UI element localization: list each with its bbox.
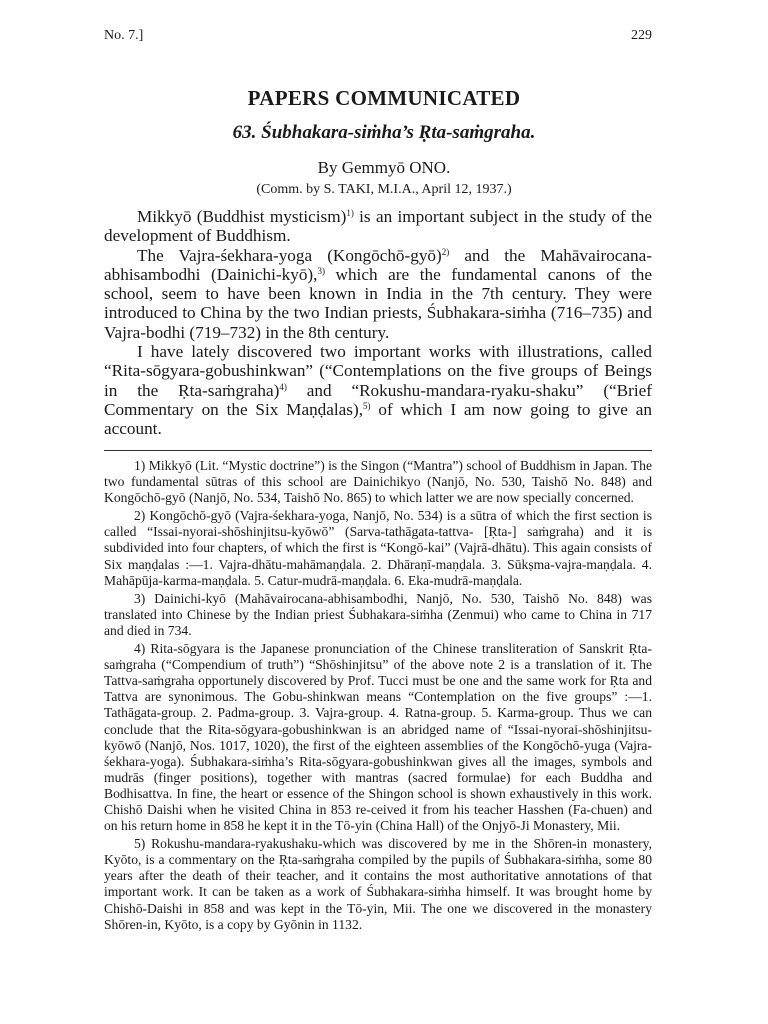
footnote-ref-2: 2) [441, 246, 450, 257]
p1-rest: is an important subject in the study of the development of Buddhism. [104, 207, 652, 246]
footnote-2: 2) Kongōchō-gyō (Vajra-śekhara-yoga, Nanjō, No. 534) is a sūtra of which the first section is called “Issai-nyorai-shōshinjitsu-kyōwō” (Sarva-tathāgata-tattva- [Ṛta-] saṁgraha) and it is subdivided into four chapters, of which the first is “Kongō-kai” (Vajrā-dhātu). This again consists of Six maṇḍalas :—1. Vajra-dhātu-mahāmaṇḍala. 2. Dhāraṇī-maṇḍala. 3. Sūkṣma-vajra-maṇḍala. 4. Mahāpūja-karma-maṇḍala. 5. Catur-mudrā-maṇḍala. 6. Eka-mudrā-maṇḍala. [104, 508, 652, 588]
footnotes [104, 458, 652, 935]
footnote-divider [104, 450, 652, 451]
paragraph-3 [104, 342, 652, 438]
paragraph-2 [104, 246, 652, 342]
body-text [104, 207, 652, 439]
p3-mid: and “Rokushu-mandara-ryaku-shaku” (“Brief Commentary on the Six Maṇḍalas), [104, 380, 652, 419]
p2-mid: and the Mahāvairocana-abhisambodhi (Dainichi-kyō), [104, 245, 653, 284]
author-byline: By Gemmyō ONO. [317, 158, 451, 177]
p1-text: Mikkyō (Buddhist mysticism) [137, 207, 347, 226]
page-number: 229 [631, 28, 652, 43]
p3-rest: of which I am now going to give an account. [104, 399, 652, 439]
footnote-ref-4: 4) [279, 381, 287, 392]
communicated-by: (Comm. by S. TAKI, M.I.A., April 12, 1937.) [256, 182, 512, 197]
issue-number: No. 7.] [104, 28, 144, 43]
footnote-ref-3: 3) [317, 265, 325, 276]
p3-text: I have lately discovered two important works with illustrations, called “Rita-sōgyara-gobushinkwan” (“Contemplations on the five groups of Beings in the Ṛta-saṁgraha) [104, 342, 652, 400]
paper-title: 63. Śubhakara-siṁha’s Ṛta-saṁgraha. [232, 122, 536, 143]
footnote-ref-5: 5) [363, 400, 371, 411]
paragraph-1 [104, 207, 652, 246]
footnote-1: 1) Mikkyō (Lit. “Mystic doctrine”) is the Singon (“Mantra”) school of Buddhism in Japan. The two fundamental sūtras of this school are Dainichikyo (Nanjō, No. 530, Taishō No. 848) and Kongōchō-gyō (Nanjō, No. 534, Taishō No. 865) to which latter we are now specially concerned. [104, 458, 652, 506]
footnote-5: 5) Rokushu-mandara-ryakushaku-which was discovered by me in the Shōren-in monastery, Kyōto, is a commentary on the Ṛta-saṁgraha compiled by the pupils of Śubhakara-siṁha, some 80 years after the death of their teacher, and it contains the most authoritative annotations of that important work. It can be taken as a work of Śubhakara-siṁha himself. It was brought home by Chishō-Daishi in 858 and was kept in the Tō-yin, Mii. The one we discovered in the monastery Shōren-in, Kyōto, is a copy by Gyōnin in 1132. [104, 836, 652, 932]
p2-text: The Vajra-śekhara-yoga (Kongōchō-gyō) [137, 245, 442, 265]
footnote-3: 3) Dainichi-kyō (Mahāvairocana-abhisambodhi, Nanjō, No. 530, Taishō No. 848) was translated into Chinese by the Indian priest Śubhakara-siṁha (Zenmui) who came to China in 717 and died in 734. [104, 590, 652, 638]
p2-rest: which are the fundamental canons of the school, seem to have been known in India in the 7th century. They were introduced to China by the two Indian priests, Śubhakara-siṁha (716–735) and Vajra-bodhi (719–732) in the 8th century. [104, 264, 652, 342]
footnote-ref-1: 1) [346, 208, 354, 218]
section-title: PAPERS COMMUNICATED [247, 86, 521, 110]
footnote-4: 4) Rita-sōgyara is the Japanese pronunciation of the Chinese transliteration of Sanskrit Ṛta-saṁgraha (“Compendium of truth”) “Shōshinjitsu” of the above note 2 is a translation of it. The Tattva-saṁgraha opportunely discovered by Prof. Tucci must be one and the same work for Ṛta and Tattva are synonimous. The Gobu-shinkwan means “Contemplation on the five groups” :—1. Tathāgata-group. 2. Padma-group. 3. Vajra-group. 4. Ratna-group. 5. Karma-group. Thus we can conclude that the Rita-sōgyara-gobushinkwan is an abridged name of “Issai-nyorai-shōshinjitsu-kyōwō (Nanjō, Nos. 1017, 1020), the first of the eighteen assemblies of the Kongōchō-yuga (Vajra-śekhara-yoga). Śubhakara-siṁha’s Rita-sōgyara-gobushinkwan gives all the images, symbols and mudrās (finger positions), together with mantras (sacred formulae) for each Buddha and Bodhisattva. In fine, the heart or essence of the Shingon school is shown exhaustively in this work. Chishō Daishi when he visited China in 853 re-ceived it from his teacher Hasshen (Fa-chuen) and on his return home in 858 he kept it in the Tō-yin (China Hall) of the Onjyō-Ji Monastery, Mii. [104, 641, 652, 834]
running-head [104, 28, 652, 48]
